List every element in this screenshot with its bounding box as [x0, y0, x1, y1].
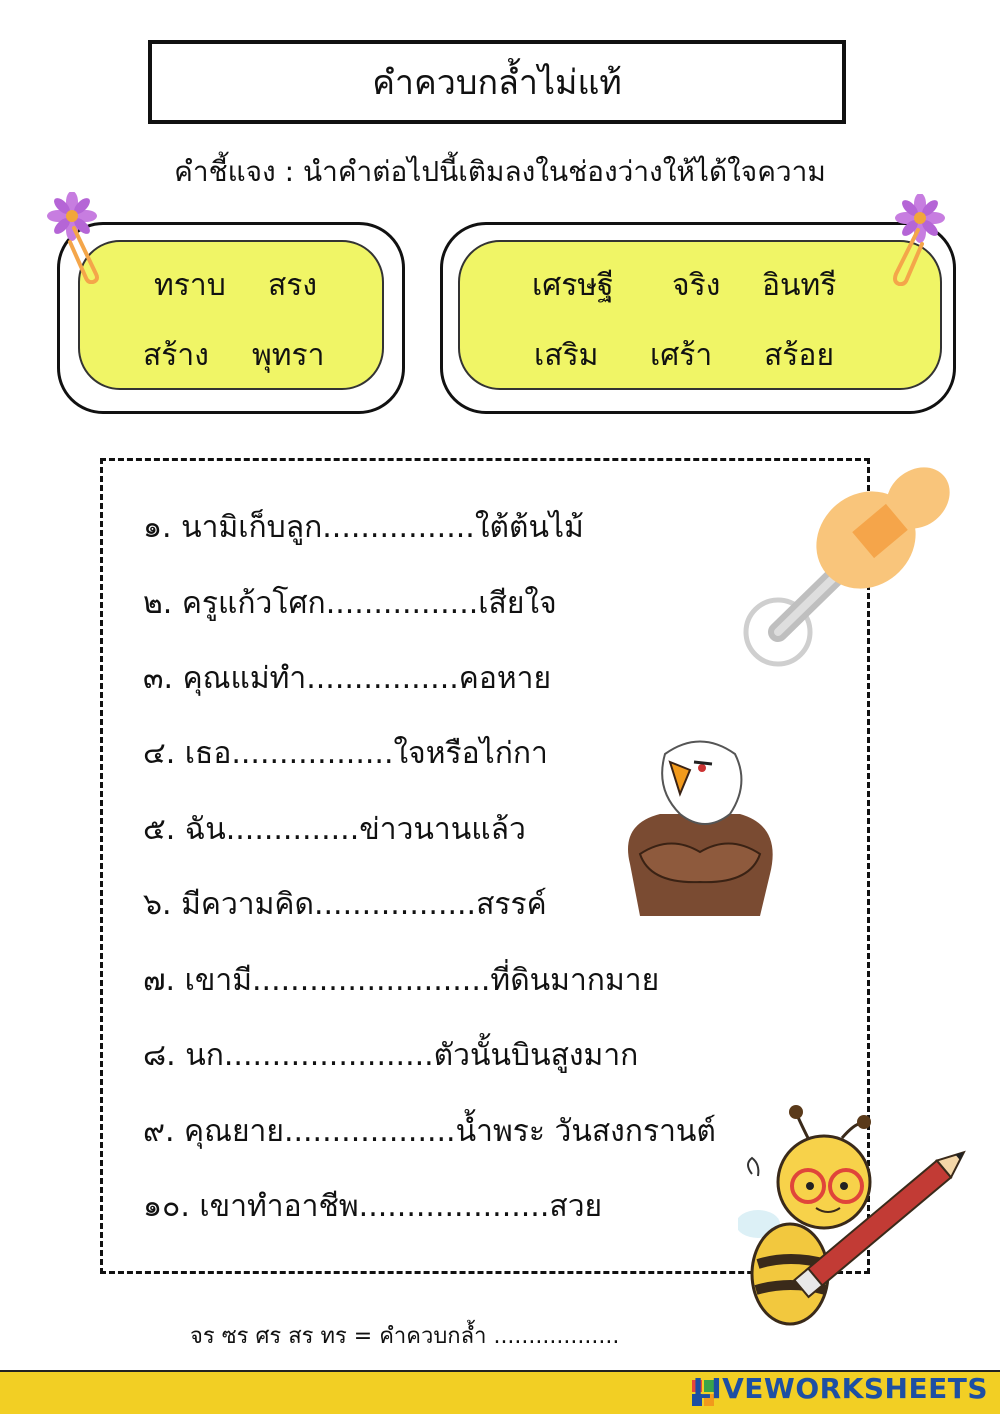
word-bank-right-item: จริง [672, 268, 721, 303]
question-item: ๗. เขามี.........................ที่ดินมากมาย [143, 963, 660, 998]
footer-hint: จร ซร ศร สร ทร = คำควบกล้ำ .................. [190, 1324, 620, 1349]
push-pin-icon [738, 462, 960, 674]
word-bank-right-item: เศร้า [650, 338, 713, 373]
word-bank-right-item: เศรษฐี [532, 268, 614, 303]
question-item: ๓. คุณแม่ทำ................คอหาย [143, 661, 552, 696]
bee-pencil-illustration [738, 1104, 968, 1330]
word-bank-left-item: สรง [268, 268, 318, 303]
title-box [148, 40, 846, 124]
question-item: ๙. คุณยาย..................น้ำพระ วันสงกรานต์ [143, 1114, 716, 1149]
eagle-illustration [610, 734, 790, 916]
question-item: ๕. ฉัน..............ข่าวนานแล้ว [143, 812, 526, 847]
flower-clip-icon [884, 194, 954, 286]
word-bank-left-panel [78, 240, 384, 390]
page-title: คำควบกล้ำไม่แท้ [372, 63, 622, 103]
question-item: ๔. เธอ.................ใจหรือไก่กา [143, 736, 548, 771]
flower-clip-icon [44, 192, 108, 284]
word-bank-right-item: อินทรี [762, 268, 837, 303]
instruction: คำชี้แจง : นำคำต่อไปนี้เติมลงในช่องว่างให้ได้ใจความ [174, 155, 826, 188]
question-item: ๒. ครูแก้วโศก................เสียใจ [143, 586, 557, 621]
question-item: ๑. นามิเก็บลูก................ใต้ต้นไม้ [143, 510, 584, 545]
word-bank-left-item: ทราบ [154, 268, 226, 303]
question-item: ๑๐. เขาทำอาชีพ....................สวย [143, 1189, 603, 1224]
word-bank-left-item: พุทรา [252, 338, 325, 373]
question-item: ๘. นก......................ตัวนั้นบินสูงมาก [143, 1038, 639, 1073]
word-bank-left-item: สร้าง [143, 338, 209, 373]
brand-name[interactable]: LIVEWORKSHEETS [692, 1372, 988, 1405]
question-item: ๖. มีความคิด.................สรรค์ [143, 887, 547, 922]
word-bank-right-item: สร้อย [764, 338, 835, 373]
word-bank-right-item: เสริม [534, 338, 599, 373]
